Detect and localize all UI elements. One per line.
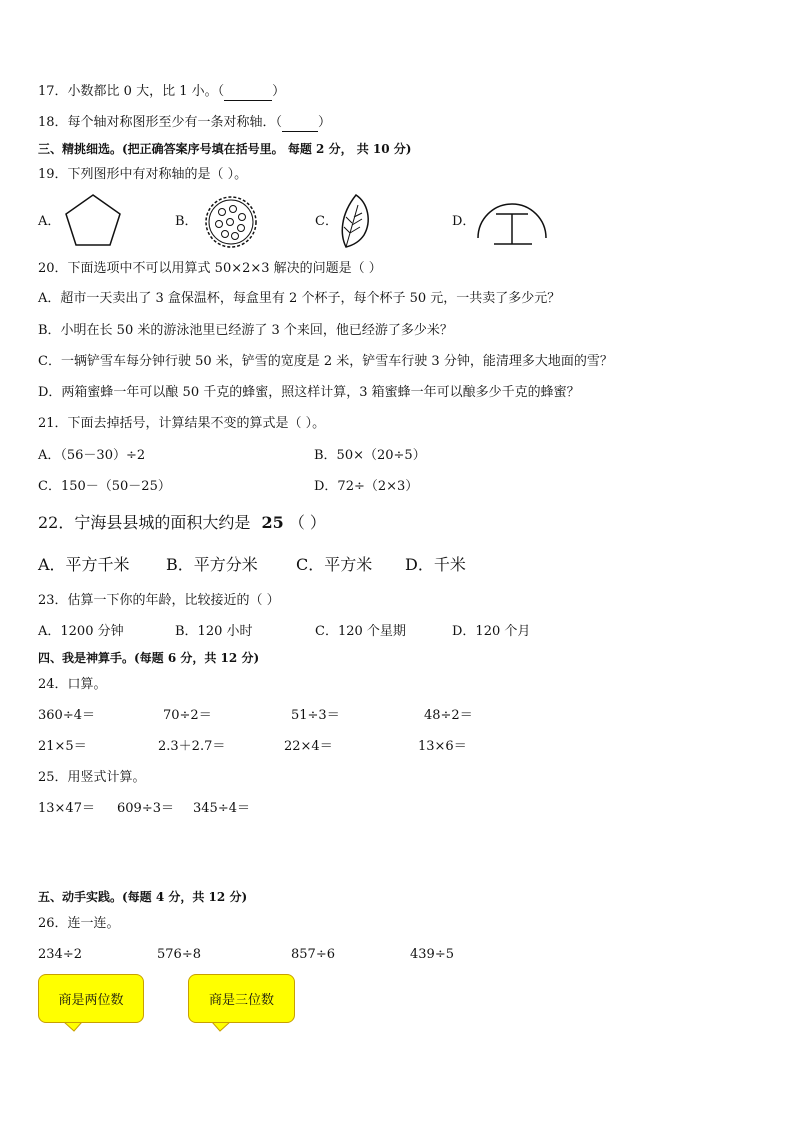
q17-answer-blank[interactable] [224,84,272,101]
q18-answer-blank[interactable] [282,115,318,132]
q25-item: 13×47＝ [38,801,95,816]
arch-with-t-icon [476,194,548,250]
q22-option-a: A．平方千米 [38,555,130,574]
q22-option-b: B．平方分米 [166,555,258,574]
q22-option-d: D．千米 [405,555,466,574]
q18-text: 18．每个轴对称图形至少有一条对称轴．（ [38,115,283,130]
question-21-stem: 21．下面去掉括号，计算结果不变的算式是（ ）。 [38,416,326,431]
pentagon-icon [64,193,122,247]
q24-item: 22×4＝ [284,739,333,754]
q22-option-c: C．平方米 [296,555,373,574]
callout-three-digit-quotient[interactable] [188,974,295,1032]
q20-option-b: B．小明在长 50 米的游泳池里已经游了 3 个来回，他已经游了多少米？ [38,323,453,338]
section-5-title: 五、动手实践。(每题 4 分，共 12 分) [38,890,248,904]
question-23-stem: 23．估算一下你的年龄，比较接近的（ ） [38,593,280,608]
question-19-stem: 19．下列图形中有对称轴的是（ ）。 [38,167,248,182]
q24-item: 2.3＋2.7＝ [158,739,226,754]
section-3-title: 三、精挑细选。(把正确答案序号填在括号里。 每题 2 分， 共 10 分) [38,142,412,156]
section-4-title: 四、我是神算手。(每题 6 分，共 12 分) [38,651,260,665]
q24-item: 51÷3＝ [291,708,340,723]
q19-option-a-label: A． [38,214,61,229]
q20-option-a: A．超市一天卖出了 3 盒保温杯，每盒里有 2 个杯子，每个杯子 50 元，一共卖了多少元？ [38,291,561,306]
callout-two-digit-quotient[interactable] [38,974,144,1032]
question-17: 17．小数都比 0 大，比 1 小。（ ） [38,84,286,99]
q25-item: 345÷4＝ [193,801,250,816]
q21-option-a: A．（56－30）÷2 [38,448,146,463]
q24-item: 21×5＝ [38,739,87,754]
q17-text: 17．小数都比 0 大，比 1 小。（ [38,84,225,99]
q23-option-a: A．1200 分钟 [38,624,124,639]
q24-item: 360÷4＝ [38,708,95,723]
q19-option-b-label: B． [175,214,198,229]
leaf-icon [338,193,374,249]
question-26-stem: 26．连一连。 [38,916,120,931]
callout-two-digit-label: 商是两位数 [38,974,144,1023]
q20-option-d: D．两箱蜜蜂一年可以酿 50 千克的蜂蜜，照这样计算，3 箱蜜蜂一年可以酿多少千克的蜂蜜？ [38,385,580,400]
q20-option-c: C．一辆铲雪车每分钟行驶 50 米，铲雪的宽度是 2 米，铲雪车行驶 3 分钟，能清理多大地面的雪？ [38,354,613,369]
question-24-stem: 24．口算。 [38,677,107,692]
q26-expression[interactable]: 857÷6 [291,947,335,962]
question-18: 18．每个轴对称图形至少有一条对称轴．（ ） [38,115,332,130]
q23-option-c: C．120 个星期 [315,624,406,639]
q21-option-d: D．72÷（2×3） [314,479,419,494]
q25-item: 609÷3＝ [117,801,174,816]
q19-option-c-label: C． [315,214,338,229]
q26-expression[interactable]: 439÷5 [410,947,454,962]
q21-option-b: B．50×（20÷5） [314,448,426,463]
callout-three-digit-label: 商是三位数 [188,974,295,1023]
question-25-stem: 25．用竖式计算。 [38,770,146,785]
q24-item: 13×6＝ [418,739,467,754]
scalloped-cookie-icon [202,195,260,249]
q24-item: 70÷2＝ [163,708,212,723]
q24-item: 48÷2＝ [424,708,473,723]
q26-expression[interactable]: 576÷8 [157,947,201,962]
q26-expression[interactable]: 234÷2 [38,947,82,962]
question-20-stem: 20．下面选项中不可以用算式 50×2×3 解决的问题是（ ） [38,261,382,276]
q21-option-c: C．150－（50－25） [38,479,171,494]
question-22-stem: 22．宁海县县城的面积大约是 25 （ ） [38,513,326,532]
q23-option-b: B．120 小时 [175,624,253,639]
q19-option-d-label: D． [452,214,476,229]
q22-number: 25 [261,513,284,532]
q23-option-d: D．120 个月 [452,624,531,639]
